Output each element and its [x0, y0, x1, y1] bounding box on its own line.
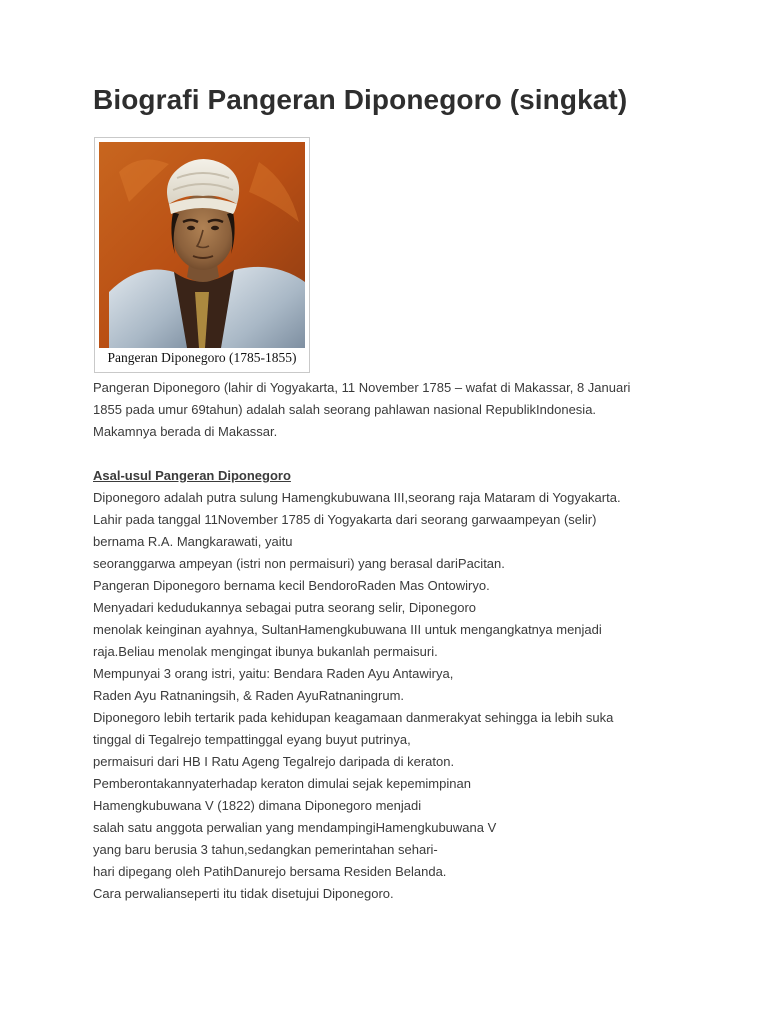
body-line: Pangeran Diponegoro bernama kecil BendoroRaden Mas Ontowiryo. [93, 578, 490, 593]
portrait-caption: Pangeran Diponegoro (1785-1855) [107, 350, 297, 365]
body-line: tinggal di Tegalrejo tempattinggal eyang buyut putrinya, [93, 732, 411, 747]
body-line: permaisuri dari HB I Ratu Ageng Tegalrejo daripada di keraton. [93, 754, 455, 769]
body-line: bernama R.A. Mangkarawati, yaitu [93, 534, 293, 549]
body-line: seoranggarwa ampeyan (istri non permaisuri) yang berasal dariPacitan. [93, 556, 505, 571]
body-paragraph [93, 487, 713, 905]
intro-line: Pangeran Diponegoro (lahir di Yogyakarta, 11 November 1785 – wafat di Makassar, 8 Januari [93, 380, 631, 395]
intro-line: Makamnya berada di Makassar. [93, 424, 278, 439]
intro-line: 1855 pada umur 69tahun) adalah salah seorang pahlawan nasional RepublikIndonesia. [93, 402, 597, 417]
body-line: salah satu anggota perwalian yang mendampingiHamengkubuwana V [93, 820, 497, 835]
page-title: Biografi Pangeran Diponegoro (singkat) [93, 84, 628, 115]
body-line: Menyadari kedudukannya sebagai putra seorang selir, Diponegoro [93, 600, 477, 615]
body-line: Lahir pada tanggal 11November 1785 di Yogyakarta dari seorang garwaampeyan (selir) [93, 512, 597, 527]
portrait-figure [94, 137, 310, 373]
body-line: hari dipegang oleh PatihDanurejo bersama Residen Belanda. [93, 864, 447, 879]
body-line: Diponegoro lebih tertarik pada kehidupan keagamaan danmerakyat sehingga ia lebih suka [93, 710, 614, 725]
intro-paragraph [93, 377, 713, 443]
body-line: yang baru berusia 3 tahun,sedangkan pemerintahan sehari- [93, 842, 438, 857]
body-line: Cara perwalianseperti itu tidak disetujui Diponegoro. [93, 886, 394, 901]
portrait-painting [99, 142, 305, 348]
body-line: Raden Ayu Ratnaningsih, & Raden AyuRatnaningrum. [93, 688, 405, 703]
body-line: Hamengkubuwana V (1822) dimana Diponegoro menjadi [93, 798, 422, 813]
body-line: Pemberontakannyaterhadap keraton dimulai sejak kepemimpinan [93, 776, 471, 791]
body-line: Mempunyai 3 orang istri, yaitu: Bendara Raden Ayu Antawirya, [93, 666, 454, 681]
section-heading: Asal-usul Pangeran Diponegoro [93, 468, 291, 483]
body-line: menolak keinginan ayahnya, SultanHamengkubuwana III untuk mengangkatnya menjadi [93, 622, 602, 637]
body-line: Diponegoro adalah putra sulung Hamengkubuwana III,seorang raja Mataram di Yogyakarta. [93, 490, 621, 505]
body-line: raja.Beliau menolak mengingat ibunya bukanlah permaisuri. [93, 644, 438, 659]
